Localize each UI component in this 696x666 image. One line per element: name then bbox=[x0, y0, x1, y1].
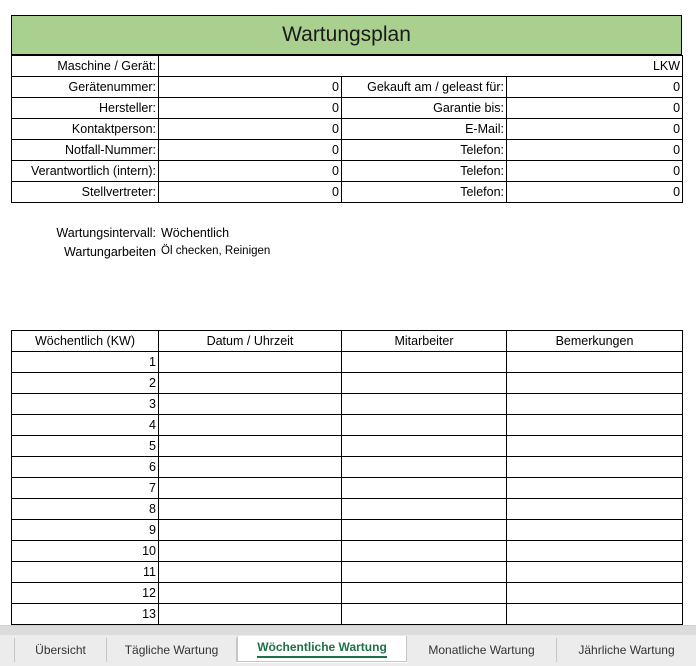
notes-cell[interactable] bbox=[507, 520, 683, 541]
column-header-date[interactable]: Datum / Uhrzeit bbox=[159, 331, 342, 352]
tab-label: Wöchentliche Wartung bbox=[257, 640, 387, 658]
weekly-log-body bbox=[12, 352, 683, 625]
week-number-cell[interactable]: 1 bbox=[12, 352, 159, 373]
column-header-notes[interactable]: Bemerkungen bbox=[507, 331, 683, 352]
right-value[interactable]: 0 bbox=[507, 140, 683, 161]
notes-cell[interactable] bbox=[507, 352, 683, 373]
date-cell[interactable] bbox=[159, 457, 342, 478]
machine-value[interactable]: LKW bbox=[159, 56, 683, 77]
notes-cell[interactable] bbox=[507, 457, 683, 478]
notes-cell[interactable] bbox=[507, 499, 683, 520]
table-row bbox=[12, 140, 683, 161]
right-value[interactable]: 0 bbox=[507, 182, 683, 203]
column-header-employee[interactable]: Mitarbeiter bbox=[342, 331, 507, 352]
table-row bbox=[12, 394, 683, 415]
weekly-log-table bbox=[11, 330, 683, 625]
tab-taegliche-wartung[interactable]: Tägliche Wartung bbox=[107, 638, 237, 662]
employee-cell[interactable] bbox=[342, 436, 507, 457]
table-row bbox=[12, 119, 683, 140]
horizontal-scroll-strip[interactable] bbox=[0, 626, 696, 635]
table-row bbox=[12, 478, 683, 499]
employee-cell[interactable] bbox=[342, 583, 507, 604]
table-row bbox=[12, 583, 683, 604]
left-value[interactable]: 0 bbox=[159, 140, 342, 161]
left-value[interactable]: 0 bbox=[159, 161, 342, 182]
tasks-label[interactable]: Wartungarbeiten bbox=[64, 245, 156, 259]
employee-cell[interactable] bbox=[342, 415, 507, 436]
notes-cell[interactable] bbox=[507, 541, 683, 562]
date-cell[interactable] bbox=[159, 541, 342, 562]
date-cell[interactable] bbox=[159, 478, 342, 499]
week-number-cell[interactable]: 8 bbox=[12, 499, 159, 520]
left-label[interactable]: Stellvertreter: bbox=[12, 182, 159, 203]
left-label[interactable]: Gerätenummer: bbox=[12, 77, 159, 98]
date-cell[interactable] bbox=[159, 499, 342, 520]
table-row bbox=[12, 457, 683, 478]
employee-cell[interactable] bbox=[342, 478, 507, 499]
date-cell[interactable] bbox=[159, 436, 342, 457]
employee-cell[interactable] bbox=[342, 541, 507, 562]
week-number-cell[interactable]: 12 bbox=[12, 583, 159, 604]
employee-cell[interactable] bbox=[342, 457, 507, 478]
date-cell[interactable] bbox=[159, 373, 342, 394]
tasks-value[interactable]: Öl checken, Reinigen bbox=[161, 245, 271, 257]
table-row bbox=[12, 161, 683, 182]
employee-cell[interactable] bbox=[342, 562, 507, 583]
table-row bbox=[12, 436, 683, 457]
left-label[interactable]: Verantwortlich (intern): bbox=[12, 161, 159, 182]
left-value[interactable]: 0 bbox=[159, 119, 342, 140]
interval-row bbox=[0, 226, 696, 244]
right-value[interactable]: 0 bbox=[507, 161, 683, 182]
table-row bbox=[12, 499, 683, 520]
employee-cell[interactable] bbox=[342, 373, 507, 394]
interval-label[interactable]: Wartungsintervall: bbox=[56, 226, 156, 240]
table-row bbox=[12, 604, 683, 625]
table-row bbox=[12, 541, 683, 562]
left-value[interactable]: 0 bbox=[159, 182, 342, 203]
left-value[interactable]: 0 bbox=[159, 77, 342, 98]
tasks-row bbox=[0, 245, 696, 263]
sheet-title[interactable]: Wartungsplan bbox=[11, 15, 682, 55]
right-label[interactable]: Telefon: bbox=[342, 161, 507, 182]
week-number-cell[interactable]: 5 bbox=[12, 436, 159, 457]
date-cell[interactable] bbox=[159, 352, 342, 373]
week-number-cell[interactable]: 11 bbox=[12, 562, 159, 583]
table-row bbox=[12, 98, 683, 119]
date-cell[interactable] bbox=[159, 415, 342, 436]
notes-cell[interactable] bbox=[507, 436, 683, 457]
left-label[interactable]: Kontaktperson: bbox=[12, 119, 159, 140]
notes-cell[interactable] bbox=[507, 562, 683, 583]
right-label[interactable]: Telefon: bbox=[342, 140, 507, 161]
machine-label[interactable]: Maschine / Gerät: bbox=[12, 56, 159, 77]
column-header-week[interactable]: Wöchentlich (KW) bbox=[12, 331, 159, 352]
device-info-table bbox=[11, 55, 683, 203]
right-label[interactable]: Garantie bis: bbox=[342, 98, 507, 119]
week-number-cell[interactable]: 7 bbox=[12, 478, 159, 499]
employee-cell[interactable] bbox=[342, 520, 507, 541]
employee-cell[interactable] bbox=[342, 499, 507, 520]
week-number-cell[interactable]: 10 bbox=[12, 541, 159, 562]
right-value[interactable]: 0 bbox=[507, 98, 683, 119]
right-label[interactable]: Gekauft am / geleast für: bbox=[342, 77, 507, 98]
tab-overflow[interactable] bbox=[0, 638, 15, 662]
week-number-cell[interactable]: 6 bbox=[12, 457, 159, 478]
notes-cell[interactable] bbox=[507, 583, 683, 604]
table-row bbox=[12, 56, 683, 77]
table-row bbox=[12, 415, 683, 436]
week-number-cell[interactable]: 13 bbox=[12, 604, 159, 625]
right-label[interactable]: Telefon: bbox=[342, 182, 507, 203]
employee-cell[interactable] bbox=[342, 352, 507, 373]
left-label[interactable]: Notfall-Nummer: bbox=[12, 140, 159, 161]
notes-cell[interactable] bbox=[507, 478, 683, 499]
tab-jaehrliche-wartung[interactable]: Jährliche Wartung bbox=[578, 643, 675, 657]
table-header-row bbox=[12, 331, 683, 352]
interval-value[interactable]: Wöchentlich bbox=[161, 226, 230, 240]
tab-uebersicht[interactable]: Übersicht bbox=[15, 638, 107, 662]
notes-cell[interactable] bbox=[507, 394, 683, 415]
date-cell[interactable] bbox=[159, 604, 342, 625]
sheet-tab-bar bbox=[0, 625, 696, 666]
notes-cell[interactable] bbox=[507, 373, 683, 394]
date-cell[interactable] bbox=[159, 562, 342, 583]
right-value[interactable]: 0 bbox=[507, 119, 683, 140]
date-cell[interactable] bbox=[159, 583, 342, 604]
tab-woechentliche-wartung[interactable] bbox=[237, 636, 407, 662]
date-cell[interactable] bbox=[159, 394, 342, 415]
right-label[interactable]: E-Mail: bbox=[342, 119, 507, 140]
left-label[interactable]: Hersteller: bbox=[12, 98, 159, 119]
left-value[interactable]: 0 bbox=[159, 98, 342, 119]
right-value[interactable]: 0 bbox=[507, 77, 683, 98]
table-row bbox=[12, 77, 683, 98]
notes-cell[interactable] bbox=[507, 604, 683, 625]
date-cell[interactable] bbox=[159, 520, 342, 541]
employee-cell[interactable] bbox=[342, 604, 507, 625]
table-row bbox=[12, 562, 683, 583]
table-row bbox=[12, 373, 683, 394]
table-row bbox=[12, 352, 683, 373]
tab-monatliche-wartung[interactable]: Monatliche Wartung bbox=[407, 638, 557, 662]
week-number-cell[interactable]: 2 bbox=[12, 373, 159, 394]
week-number-cell[interactable]: 9 bbox=[12, 520, 159, 541]
employee-cell[interactable] bbox=[342, 394, 507, 415]
week-number-cell[interactable]: 4 bbox=[12, 415, 159, 436]
notes-cell[interactable] bbox=[507, 415, 683, 436]
week-number-cell[interactable]: 3 bbox=[12, 394, 159, 415]
table-row bbox=[12, 520, 683, 541]
table-row bbox=[12, 182, 683, 203]
